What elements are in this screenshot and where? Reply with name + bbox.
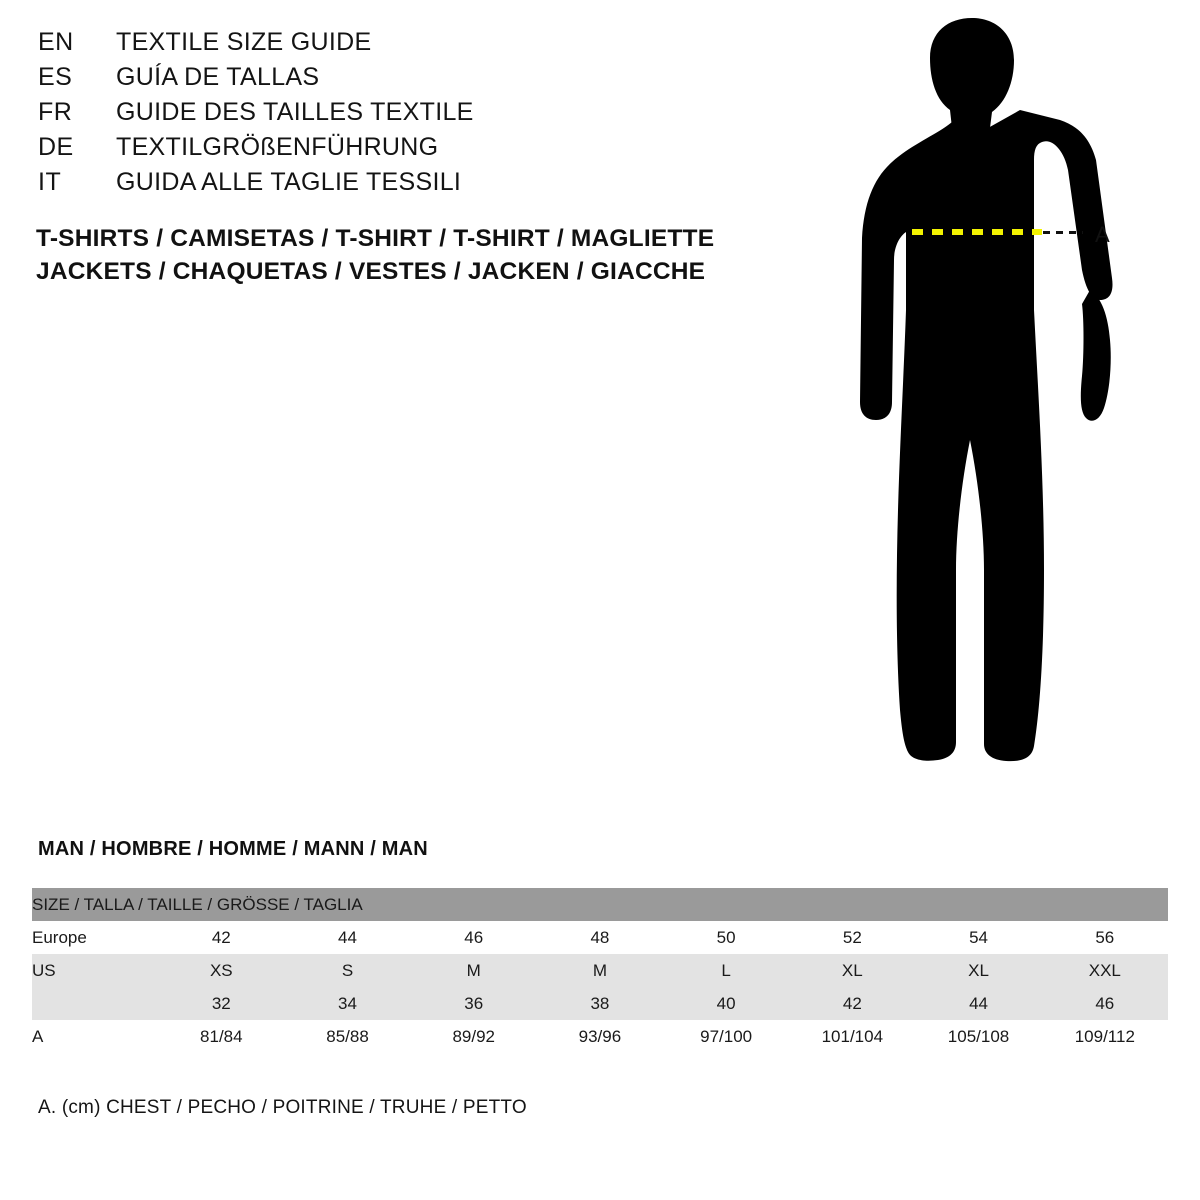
language-text: TEXTILGRÖßENFÜHRUNG (116, 133, 439, 161)
cell-value: 93/96 (537, 1020, 663, 1053)
language-row (38, 63, 758, 98)
cell-value: 36 (411, 987, 537, 1020)
cell-value: S (284, 954, 410, 987)
cell-value: 38 (537, 987, 663, 1020)
male-silhouette-figure (820, 10, 1180, 800)
language-text: GUIDA ALLE TAGLIE TESSILI (116, 168, 462, 196)
language-code: IT (38, 168, 62, 196)
cell-value: 105/108 (915, 1020, 1041, 1053)
cell-value: 101/104 (789, 1020, 915, 1053)
cell-value: 109/112 (1042, 1020, 1168, 1053)
cell-value: 32 (158, 987, 284, 1020)
table-row (32, 954, 1168, 987)
table-row (32, 921, 1168, 954)
row-label: Europe (32, 921, 158, 954)
cell-value: 97/100 (663, 1020, 789, 1053)
row-label: US (32, 954, 158, 987)
cell-value: 52 (789, 921, 915, 954)
language-row (38, 133, 758, 168)
cell-value: M (411, 954, 537, 987)
silhouette-svg (820, 10, 1180, 800)
cell-value: XL (789, 954, 915, 987)
cell-value: 54 (915, 921, 1041, 954)
language-code: ES (38, 63, 73, 91)
cell-value: XS (158, 954, 284, 987)
language-row (38, 98, 758, 133)
cell-value: 34 (284, 987, 410, 1020)
cell-value: 48 (537, 921, 663, 954)
language-code: FR (38, 98, 73, 126)
cell-value: 46 (411, 921, 537, 954)
cell-value: 42 (158, 921, 284, 954)
cell-value: XXL (1042, 954, 1168, 987)
measure-label-a: A (1095, 222, 1111, 247)
language-list (38, 28, 758, 203)
row-label: A (32, 1020, 158, 1053)
size-table (32, 888, 1168, 1053)
footnote-chest: A. (cm) CHEST / PECHO / POITRINE / TRUHE / PETTO (38, 1097, 527, 1118)
cell-value: 56 (1042, 921, 1168, 954)
cell-value: M (537, 954, 663, 987)
row-label (32, 987, 158, 1020)
measure-leader-line (1043, 231, 1083, 234)
language-code: DE (38, 133, 74, 161)
cell-value: 50 (663, 921, 789, 954)
garment-line-jackets: JACKETS / CHAQUETAS / VESTES / JACKEN / GIACCHE (36, 258, 706, 285)
garment-categories (36, 222, 796, 288)
table-header-row (32, 888, 1168, 921)
cell-value: 89/92 (411, 1020, 537, 1053)
language-row (38, 28, 758, 63)
cell-value: 85/88 (284, 1020, 410, 1053)
cell-value: 44 (284, 921, 410, 954)
cell-value: 44 (915, 987, 1041, 1020)
language-text: GUÍA DE TALLAS (116, 63, 320, 91)
language-text: TEXTILE SIZE GUIDE (116, 28, 372, 56)
table-header-label: SIZE / TALLA / TAILLE / GRÖSSE / TAGLIA (32, 888, 1168, 921)
silhouette-body (860, 18, 1113, 761)
language-code: EN (38, 28, 74, 56)
cell-value: 42 (789, 987, 915, 1020)
table-section-title: MAN / HOMBRE / HOMME / MANN / MAN (38, 838, 428, 860)
garment-line-tshirts: T-SHIRTS / CAMISETAS / T-SHIRT / T-SHIRT / MAGLIETTE (36, 225, 715, 252)
table-row (32, 1020, 1168, 1053)
cell-value: XL (915, 954, 1041, 987)
cell-value: 81/84 (158, 1020, 284, 1053)
cell-value: L (663, 954, 789, 987)
cell-value: 46 (1042, 987, 1168, 1020)
table-row (32, 987, 1168, 1020)
cell-value: 40 (663, 987, 789, 1020)
language-text: GUIDE DES TAILLES TEXTILE (116, 98, 474, 126)
language-row (38, 168, 758, 203)
